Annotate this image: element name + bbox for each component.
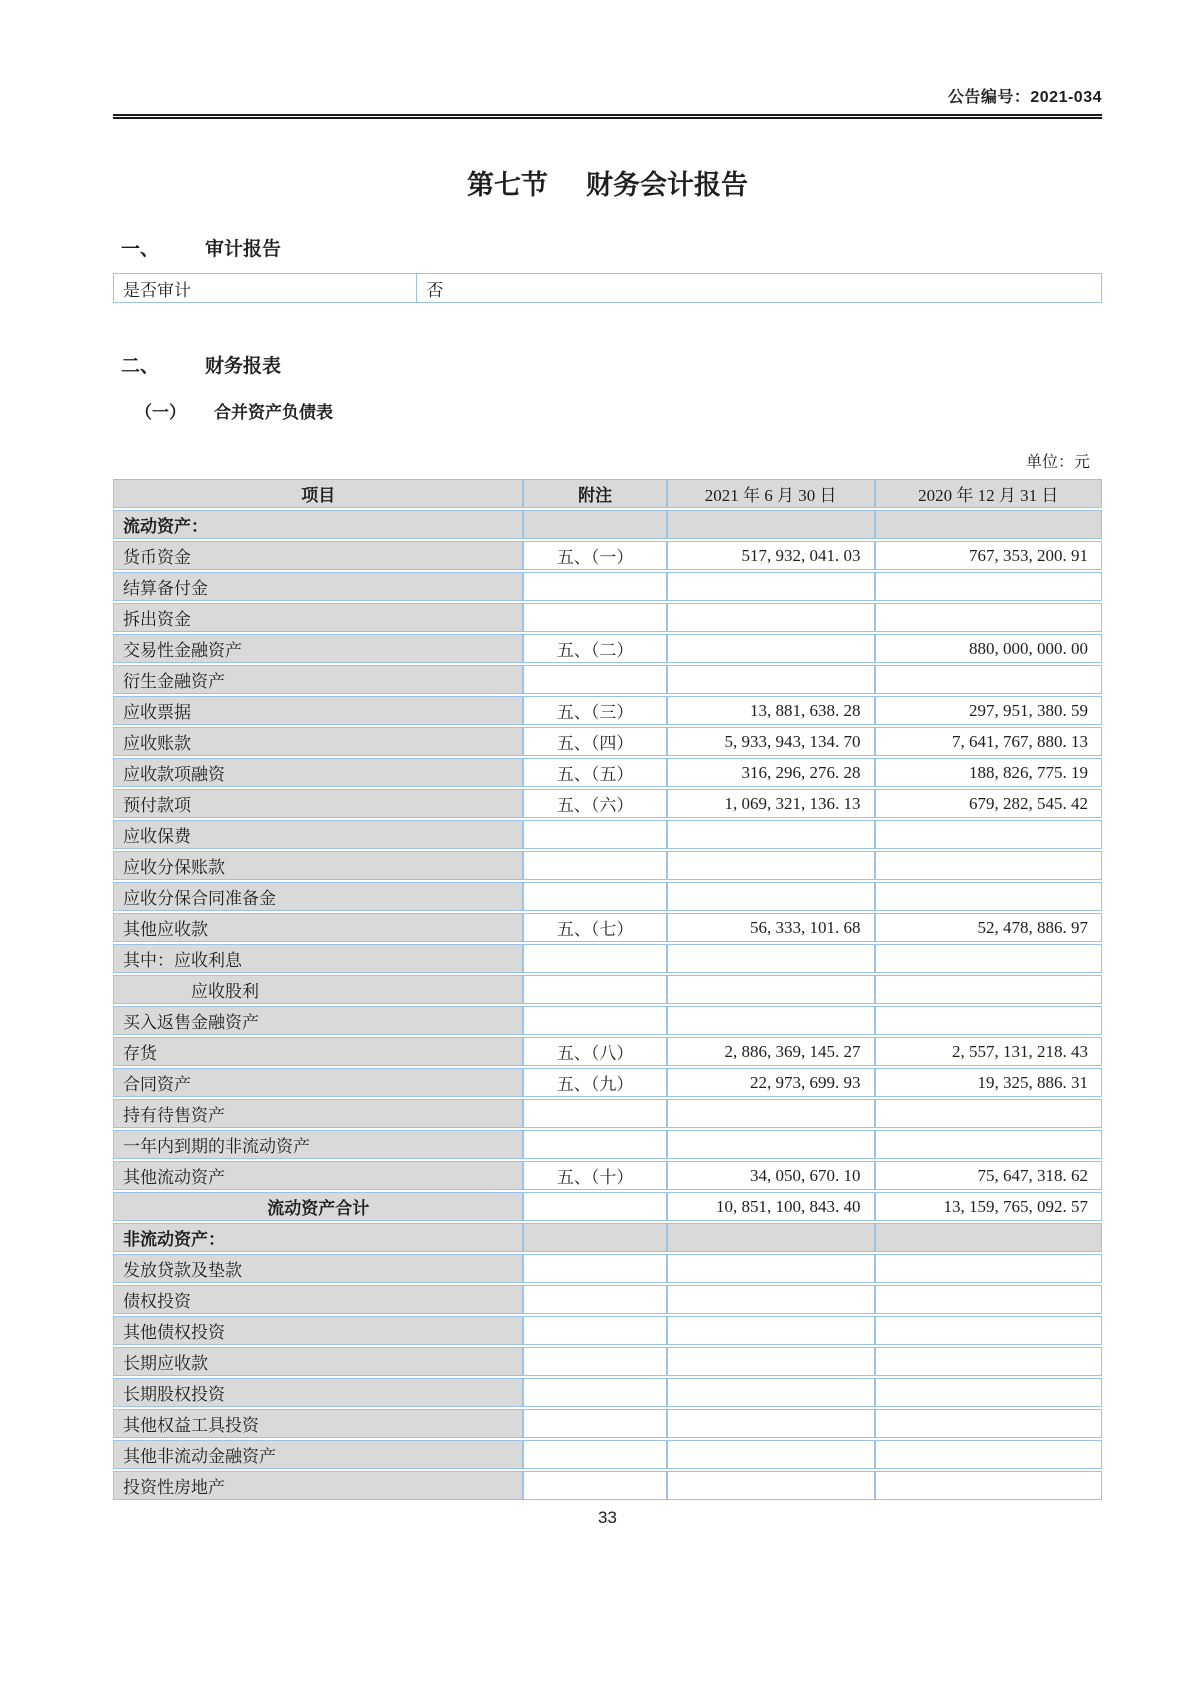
value-2020-cell	[875, 975, 1103, 1004]
table-row	[113, 1068, 1102, 1097]
balance-sheet-body	[113, 510, 1102, 1500]
audit-answer-cell: 否	[417, 274, 1102, 303]
item-cell: 应收款项融资	[113, 758, 523, 787]
value-2021-cell	[667, 603, 875, 632]
value-2020-cell	[875, 1006, 1103, 1035]
page-title-section: 第七节	[467, 170, 548, 200]
table-row	[113, 696, 1102, 725]
note-cell: 五、（五）	[523, 758, 666, 787]
value-2020-cell	[875, 1130, 1103, 1159]
value-2021-cell	[667, 1347, 875, 1376]
note-cell: 五、（六）	[523, 789, 666, 818]
item-cell: 债权投资	[113, 1285, 523, 1314]
item-cell: 长期应收款	[113, 1347, 523, 1376]
section-label: 审计报告	[205, 239, 282, 260]
audit-table	[113, 273, 1102, 303]
value-2021-cell	[667, 572, 875, 601]
column-header-2020: 2020 年 12 月 31 日	[875, 479, 1103, 508]
subsection-heading-balance-sheet	[113, 398, 1102, 423]
value-2020-cell: 767, 353, 200. 91	[875, 541, 1103, 570]
note-cell	[523, 1099, 666, 1128]
table-row	[113, 634, 1102, 663]
column-header-note: 附注	[523, 479, 666, 508]
item-cell: 存货	[113, 1037, 523, 1066]
note-cell: 五、（二）	[523, 634, 666, 663]
value-2020-cell: 75, 647, 318. 62	[875, 1161, 1103, 1190]
item-cell: 应收分保账款	[113, 851, 523, 880]
item-cell: 结算备付金	[113, 572, 523, 601]
value-2021-cell: 517, 932, 041. 03	[667, 541, 875, 570]
section-index: 一、	[121, 239, 160, 260]
column-header-item: 项目	[113, 479, 523, 508]
value-2021-cell: 316, 296, 276. 28	[667, 758, 875, 787]
note-cell	[523, 851, 666, 880]
item-cell: 应收保费	[113, 820, 523, 849]
column-header-2021: 2021 年 6 月 30 日	[667, 479, 875, 508]
value-2021-cell: 13, 881, 638. 28	[667, 696, 875, 725]
audit-question-cell: 是否审计	[114, 274, 417, 303]
note-cell	[523, 1130, 666, 1159]
value-2020-cell	[875, 1099, 1103, 1128]
value-2020-cell	[875, 944, 1103, 973]
value-2021-cell	[667, 1130, 875, 1159]
table-row	[113, 789, 1102, 818]
table-row	[113, 820, 1102, 849]
value-2020-cell: 880, 000, 000. 00	[875, 634, 1103, 663]
item-cell: 买入返售金融资产	[113, 1006, 523, 1035]
note-cell	[523, 1471, 666, 1500]
value-2021-cell	[667, 1471, 875, 1500]
section-heading-audit	[113, 234, 1102, 261]
item-cell: 应收股利	[113, 975, 523, 1004]
value-2021-cell	[667, 634, 875, 663]
table-row	[113, 1130, 1102, 1159]
note-cell: 五、（四）	[523, 727, 666, 756]
value-2020-cell	[875, 1471, 1103, 1500]
table-row	[113, 944, 1102, 973]
value-2020-cell	[875, 1316, 1103, 1345]
value-2021-cell: 5, 933, 943, 134. 70	[667, 727, 875, 756]
table-row	[113, 1223, 1102, 1252]
table-row	[113, 1409, 1102, 1438]
note-cell	[523, 603, 666, 632]
value-2021-cell	[667, 882, 875, 911]
value-2020-cell: 188, 826, 775. 19	[875, 758, 1103, 787]
value-2020-cell	[875, 572, 1103, 601]
item-cell: 投资性房地产	[113, 1471, 523, 1500]
table-row	[113, 727, 1102, 756]
table-row	[113, 1192, 1102, 1221]
table-row	[113, 1378, 1102, 1407]
note-cell	[523, 510, 666, 539]
page-number: 33	[598, 1508, 617, 1527]
section-index: 二、	[121, 356, 160, 377]
note-cell	[523, 1006, 666, 1035]
table-row	[113, 1347, 1102, 1376]
item-cell: 持有待售资产	[113, 1099, 523, 1128]
note-cell	[523, 1316, 666, 1345]
item-cell: 其他债权投资	[113, 1316, 523, 1345]
table-header-row	[113, 479, 1102, 508]
item-cell: 应收分保合同准备金	[113, 882, 523, 911]
value-2020-cell: 52, 478, 886. 97	[875, 913, 1103, 942]
table-row	[113, 851, 1102, 880]
value-2021-cell	[667, 1099, 875, 1128]
table-row	[113, 1316, 1102, 1345]
item-cell: 应收票据	[113, 696, 523, 725]
header-rule	[113, 114, 1102, 119]
value-2021-cell: 1, 069, 321, 136. 13	[667, 789, 875, 818]
table-row	[113, 758, 1102, 787]
table-row	[113, 882, 1102, 911]
value-2021-cell	[667, 1440, 875, 1469]
value-2020-cell	[875, 603, 1103, 632]
value-2020-cell	[875, 1409, 1103, 1438]
page-title	[113, 163, 1102, 202]
table-row	[113, 541, 1102, 570]
note-cell: 五、（三）	[523, 696, 666, 725]
value-2020-cell: 679, 282, 545. 42	[875, 789, 1103, 818]
item-cell: 非流动资产：	[113, 1223, 523, 1252]
item-cell: 交易性金融资产	[113, 634, 523, 663]
value-2021-cell	[667, 1409, 875, 1438]
item-cell: 一年内到期的非流动资产	[113, 1130, 523, 1159]
value-2020-cell: 19, 325, 886. 31	[875, 1068, 1103, 1097]
value-2021-cell	[667, 1223, 875, 1252]
table-row	[113, 1285, 1102, 1314]
value-2020-cell: 297, 951, 380. 59	[875, 696, 1103, 725]
table-row	[113, 572, 1102, 601]
value-2020-cell	[875, 882, 1103, 911]
value-2020-cell	[875, 1347, 1103, 1376]
item-cell: 其中：应收利息	[113, 944, 523, 973]
value-2020-cell: 2, 557, 131, 218. 43	[875, 1037, 1103, 1066]
page-title-text: 财务会计报告	[586, 170, 748, 200]
table-row	[113, 603, 1102, 632]
table-row	[113, 665, 1102, 694]
value-2020-cell	[875, 820, 1103, 849]
table-row	[113, 510, 1102, 539]
item-cell: 其他非流动金融资产	[113, 1440, 523, 1469]
value-2020-cell	[875, 665, 1103, 694]
note-cell	[523, 1254, 666, 1283]
table-row	[113, 913, 1102, 942]
note-cell	[523, 1223, 666, 1252]
value-2020-cell	[875, 851, 1103, 880]
value-2021-cell	[667, 665, 875, 694]
value-2021-cell: 34, 050, 670. 10	[667, 1161, 875, 1190]
note-cell	[523, 975, 666, 1004]
table-row	[113, 1161, 1102, 1190]
value-2021-cell	[667, 510, 875, 539]
note-cell	[523, 882, 666, 911]
note-cell	[523, 1192, 666, 1221]
note-cell: 五、（十）	[523, 1161, 666, 1190]
item-cell: 应收账款	[113, 727, 523, 756]
value-2021-cell	[667, 851, 875, 880]
table-row	[113, 1471, 1102, 1500]
unit-label: 单位：元	[1025, 454, 1090, 471]
item-cell: 衍生金融资产	[113, 665, 523, 694]
note-cell: 五、（八）	[523, 1037, 666, 1066]
table-row	[113, 1254, 1102, 1283]
balance-sheet-table	[113, 477, 1102, 1502]
note-cell	[523, 944, 666, 973]
value-2021-cell	[667, 820, 875, 849]
value-2021-cell	[667, 975, 875, 1004]
table-row	[113, 1099, 1102, 1128]
value-2021-cell	[667, 1285, 875, 1314]
item-cell: 发放贷款及垫款	[113, 1254, 523, 1283]
item-cell: 其他权益工具投资	[113, 1409, 523, 1438]
item-cell: 其他应收款	[113, 913, 523, 942]
value-2020-cell: 13, 159, 765, 092. 57	[875, 1192, 1103, 1221]
note-cell	[523, 1378, 666, 1407]
note-cell	[523, 1440, 666, 1469]
announcement-number: 公告编号：2021-034	[947, 89, 1102, 106]
table-row	[114, 274, 1102, 303]
value-2021-cell	[667, 1316, 875, 1345]
note-cell	[523, 1285, 666, 1314]
item-cell: 流动资产：	[113, 510, 523, 539]
item-cell: 长期股权投资	[113, 1378, 523, 1407]
item-cell: 流动资产合计	[113, 1192, 523, 1221]
value-2020-cell	[875, 510, 1103, 539]
note-cell: 五、（九）	[523, 1068, 666, 1097]
value-2021-cell: 56, 333, 101. 68	[667, 913, 875, 942]
value-2021-cell	[667, 1006, 875, 1035]
note-cell	[523, 1347, 666, 1376]
table-row	[113, 1037, 1102, 1066]
value-2021-cell: 22, 973, 699. 93	[667, 1068, 875, 1097]
section-heading-statements	[113, 351, 1102, 378]
value-2021-cell	[667, 944, 875, 973]
value-2020-cell	[875, 1285, 1103, 1314]
note-cell: 五、（七）	[523, 913, 666, 942]
content-area	[113, 0, 1102, 1528]
value-2020-cell	[875, 1440, 1103, 1469]
table-row	[113, 1006, 1102, 1035]
subsection-label: 合并资产负债表	[214, 403, 333, 422]
value-2021-cell	[667, 1254, 875, 1283]
value-2020-cell: 7, 641, 767, 880. 13	[875, 727, 1103, 756]
table-row	[113, 975, 1102, 1004]
note-cell: 五、（一）	[523, 541, 666, 570]
item-cell: 合同资产	[113, 1068, 523, 1097]
item-cell: 预付款项	[113, 789, 523, 818]
note-cell	[523, 1409, 666, 1438]
section-label: 财务报表	[205, 356, 282, 377]
item-cell: 其他流动资产	[113, 1161, 523, 1190]
note-cell	[523, 820, 666, 849]
item-cell: 拆出资金	[113, 603, 523, 632]
note-cell	[523, 665, 666, 694]
value-2021-cell: 10, 851, 100, 843. 40	[667, 1192, 875, 1221]
value-2021-cell: 2, 886, 369, 145. 27	[667, 1037, 875, 1066]
value-2020-cell	[875, 1223, 1103, 1252]
value-2020-cell	[875, 1254, 1103, 1283]
value-2020-cell	[875, 1378, 1103, 1407]
subsection-index: （一）	[135, 403, 186, 422]
note-cell	[523, 572, 666, 601]
value-2021-cell	[667, 1378, 875, 1407]
table-row	[113, 1440, 1102, 1469]
item-cell: 货币资金	[113, 541, 523, 570]
